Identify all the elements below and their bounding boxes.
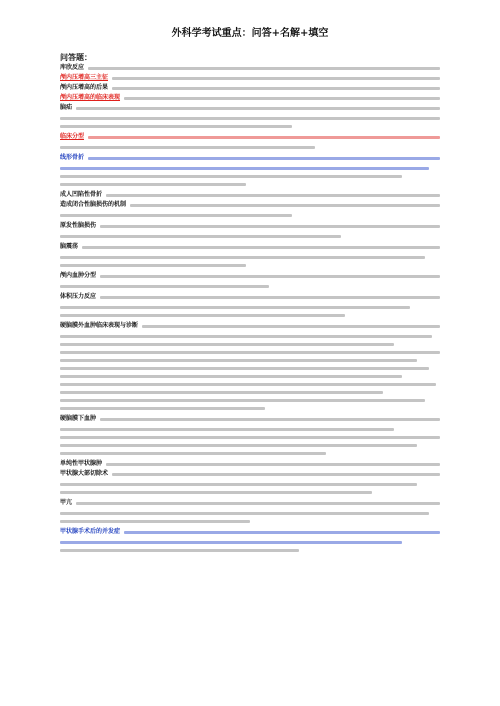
text-line-placeholder [60,407,265,410]
paragraph-t11 [60,243,440,267]
text-line-placeholder [60,314,345,317]
text-line-placeholder [60,359,417,362]
paragraph-t13 [60,293,440,317]
term-label-t02: 颅内压增高三主征 [60,74,109,81]
term-label-t10: 原发性脑损伤 [60,222,97,229]
paragraph-t14 [60,322,440,410]
text-line-placeholder [60,351,440,354]
text-line-placeholder [100,296,440,299]
text-line-placeholder [60,125,292,128]
text-line-placeholder [60,183,246,186]
paragraph-t09 [60,201,440,217]
text-line-placeholder [88,136,440,139]
text-line-placeholder [60,367,429,370]
section-heading: 问答题： [60,53,92,62]
text-line-placeholder [60,444,417,447]
text-line-placeholder [76,107,440,110]
term-label-t15: 硬脑膜下血肿 [60,415,97,422]
text-line-placeholder [60,452,326,455]
document-title: 外科学考试重点：问答+名解+填空 [171,28,329,39]
text-line-placeholder [60,285,269,288]
text-line-placeholder [100,225,440,228]
text-line-placeholder [60,235,341,238]
text-line-placeholder [112,473,440,476]
text-line-placeholder [60,264,246,267]
paragraph-t10 [60,222,440,238]
paragraph-t04 [60,94,440,102]
text-line-placeholder [106,463,440,466]
term-label-t01: 库欣反应 [60,64,85,71]
paragraph-t16 [60,460,440,468]
term-label-t11: 脑震荡 [60,243,79,250]
text-line-placeholder [60,520,250,523]
text-line-placeholder [60,167,429,170]
term-label-t05: 脑疝 [60,104,73,111]
text-line-placeholder [60,391,383,394]
text-line-placeholder [60,399,425,402]
text-blocks [60,64,440,557]
text-line-placeholder [60,491,372,494]
text-line-placeholder [100,418,440,421]
term-label-t18: 甲亢 [60,499,73,506]
paragraph-t08 [60,191,440,199]
paragraph-t03 [60,84,440,92]
text-line-placeholder [112,87,440,90]
text-line-placeholder [60,512,429,515]
text-line-placeholder [112,77,440,80]
term-label-t03: 颅内压增高的后果 [60,84,109,91]
text-line-placeholder [60,214,292,217]
paragraph-t19 [60,528,440,552]
text-line-placeholder [60,549,299,552]
text-line-placeholder [76,502,440,505]
text-line-placeholder [60,375,402,378]
term-label-t04: 颅内压增高的临床表现 [60,94,121,101]
text-line-placeholder [60,541,402,544]
text-line-placeholder [142,325,440,328]
paragraph-t05 [60,104,440,128]
text-line-placeholder [124,531,440,534]
term-label-t14: 硬脑膜外血肿临床表现与诊断 [60,322,139,329]
term-label-t07: 线形骨折 [60,154,85,161]
paragraph-t02 [60,74,440,82]
term-label-t12: 颅内血肿分型 [60,272,97,279]
term-label-t16: 单纯性甲状腺肿 [60,460,103,467]
text-line-placeholder [60,483,417,486]
term-label-t09: 造成闭合性脑损伤的机制 [60,201,127,208]
text-line-placeholder [60,436,440,439]
term-label-t06: 临床分型 [60,133,85,140]
term-label-t08: 成人凹陷性骨折 [60,191,103,198]
paragraph-t17 [60,470,440,494]
text-line-placeholder [60,117,440,120]
text-line-placeholder [88,67,440,70]
text-line-placeholder [100,275,440,278]
term-label-t17: 甲状腺大部切除术 [60,470,109,477]
term-label-t13: 体积压力反应 [60,293,97,300]
text-line-placeholder [60,306,410,309]
text-line-placeholder [60,146,315,149]
paragraph-t06 [60,133,440,149]
paragraph-t07 [60,154,440,186]
text-line-placeholder [60,428,394,431]
text-line-placeholder [60,335,432,338]
text-line-placeholder [130,204,440,207]
paragraph-t01 [60,64,440,72]
text-line-placeholder [88,157,440,160]
term-label-t19: 甲状腺手术后的并发症 [60,528,121,535]
text-line-placeholder [60,175,402,178]
text-line-placeholder [82,246,440,249]
paragraph-t15 [60,415,440,455]
paragraph-t12 [60,272,440,288]
text-line-placeholder [124,97,440,100]
text-line-placeholder [106,194,440,197]
text-line-placeholder [60,383,436,386]
text-line-placeholder [60,256,425,259]
paragraph-t18 [60,499,440,523]
text-line-placeholder [60,343,394,346]
